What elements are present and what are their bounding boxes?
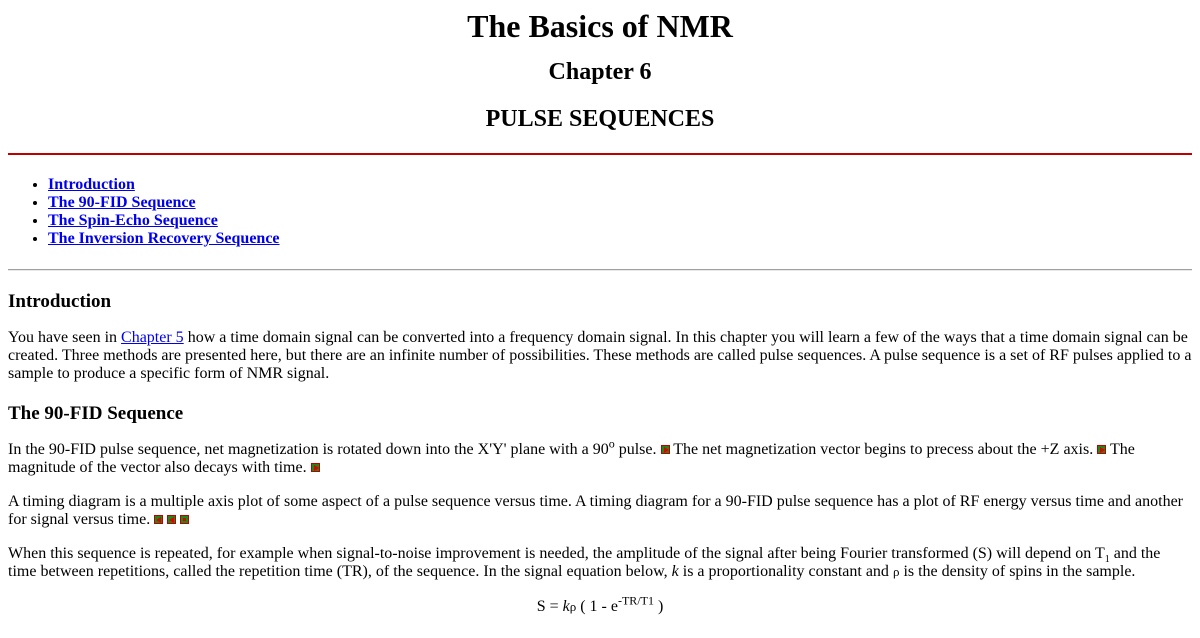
text: ( 1 - e [576,598,618,615]
page [0,8,1200,616]
chapter-subtitle: PULSE SEQUENCES [485,106,715,132]
intro-paragraph [8,329,1192,383]
chapter-heading: Chapter 6 [548,59,652,85]
chapter-5-link[interactable]: Chapter 5 [121,329,184,346]
stop-animation-icon[interactable] [180,515,189,524]
toc-item [48,176,1192,194]
text: is the density of spins in the sample. [899,563,1136,580]
constant-k: k [562,598,570,615]
rho-symbol: ρ [892,564,900,579]
toc-link-90-fid[interactable]: The 90-FID Sequence [48,194,196,211]
fid-paragraph-2 [8,493,1192,529]
text: and the time between repetitions, called the repetition time (TR), of the sequence. In the signal equation below, [8,545,1161,580]
subscript: 1 [1104,554,1110,566]
section-heading-introduction: Introduction [8,291,112,312]
play-animation-icon[interactable] [311,463,320,472]
text: The net magnetization vector begins to precess about the +Z axis. [669,441,1098,458]
play-animation-icon[interactable] [661,445,670,454]
fid-paragraph-1 [8,436,1192,477]
table-of-contents [8,176,1192,248]
text: pulse. [614,441,661,458]
constant-k: k [671,563,679,580]
degree-superscript: o [608,436,615,451]
toc-item [48,194,1192,212]
step-animation-icon[interactable] [167,515,176,524]
toc-item [48,230,1192,248]
rho-symbol: ρ [569,599,577,614]
text: When this sequence is repeated, for example when signal-to-noise improvement is needed, the amplitude of the signal after being Fourier transformed (S) will depend on T [8,545,1105,562]
red-divider [8,153,1192,155]
rewind-animation-icon[interactable] [154,515,163,524]
text: The magnitude of the vector also decays with time. [8,441,1135,476]
text: ) [653,598,664,615]
text: In the 90-FID pulse sequence, net magnetization is rotated down into the X'Y' plane with a 90 [8,441,609,458]
text: S = [536,598,563,615]
gray-divider [8,269,1192,271]
text: You have seen in [8,329,122,346]
text: how a time domain signal can be converted into a frequency domain signal. In this chapter you will learn a few of the ways that a time domain signal can be created. Three methods are presented here, but there are an infinite number of possibilities. These methods are called pulse sequences. A pulse sequence is a set of RF pulses applied to a sample to produce a specific form of NMR signal. [8,329,1192,382]
section-heading-90-fid: The 90-FID Sequence [8,403,184,424]
exponent: -TR/T1 [617,593,654,608]
page-title: The Basics of NMR [467,8,733,44]
text: A timing diagram is a multiple axis plot of some aspect of a pulse sequence versus time. A timing diagram for a 90-FID pulse sequence has a plot of RF energy versus time and another for signal versus time. [8,493,1183,528]
toc-link-spin-echo[interactable]: The Spin-Echo Sequence [48,212,218,229]
signal-equation [8,593,1192,616]
toc-link-introduction[interactable]: Introduction [48,176,135,193]
fid-paragraph-3 [8,545,1192,581]
play-animation-icon[interactable] [1097,445,1106,454]
toc-link-inversion-recovery[interactable]: The Inversion Recovery Sequence [48,230,280,247]
toc-item [48,212,1192,230]
text: is a proportionality constant and [678,563,893,580]
